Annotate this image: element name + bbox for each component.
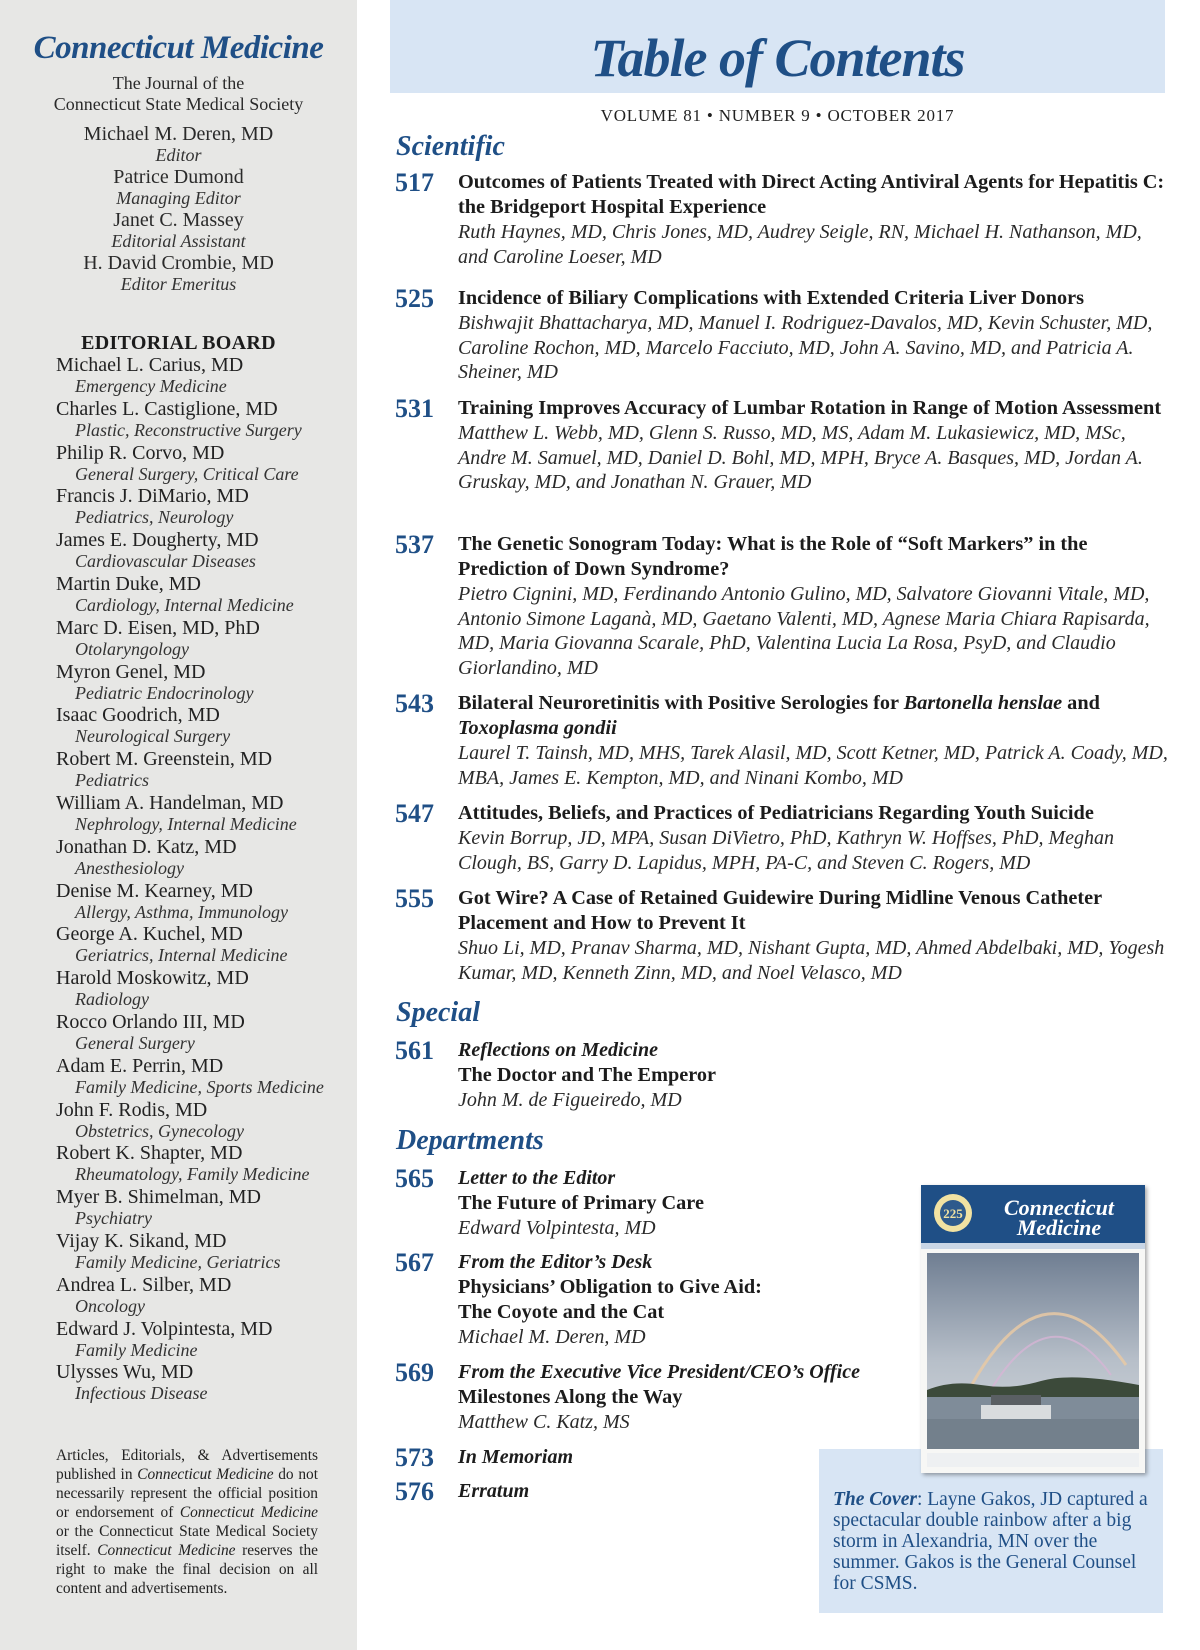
page-title: Table of Contents [590, 28, 965, 88]
article-authors: Ruth Haynes, MD, Chris Jones, MD, Audrey Seigle, RN, Michael H. Nathanson, MD, and Caroline Loeser, MD [458, 221, 1142, 268]
board-member [56, 1011, 356, 1055]
staff-name: Michael M. Deren, MD [83, 123, 274, 145]
page-number: 565 [395, 1164, 434, 1193]
article-title[interactable]: The Genetic Sonogram Today: What is the Role of “Soft Markers” in the Prediction of Down Syndrome? [458, 533, 1088, 580]
toc-entry[interactable] [395, 691, 1175, 790]
article-title[interactable]: Milestones Along the Way [458, 1386, 683, 1408]
page-number: 555 [395, 884, 434, 913]
column-label[interactable]: In Memoriam [458, 1446, 574, 1468]
article-authors: Matthew C. Katz, MS [458, 1411, 630, 1433]
board-member-specialty: Neurological Surgery [75, 726, 231, 747]
board-member-specialty: Pediatrics, Neurology [75, 507, 234, 528]
issue-date: OCTOBER 2017 [827, 106, 955, 125]
board-member-name: James E. Dougherty, MD [56, 529, 259, 552]
cover-thumbnail [921, 1185, 1145, 1473]
article-authors: Shuo Li, MD, Pranav Sharma, MD, Nishant Gupta, MD, Ahmed Abdelbaki, MD, Yogesh Kumar, MD, Kenneth Zinn, MD, and Noel Velasco, MD [458, 937, 1165, 984]
cover-mini-title: Medicine [1016, 1215, 1102, 1240]
board-member-specialty: Cardiology, Internal Medicine [75, 594, 294, 615]
board-member-name: Robert M. Greenstein, MD [56, 748, 273, 771]
board-member-specialty: Family Medicine, Geriatrics [75, 1251, 281, 1272]
column-label: Reflections on Medicine [458, 1039, 658, 1061]
toc-entry[interactable] [395, 396, 1175, 495]
column-label: From the Editor’s Desk [458, 1251, 653, 1273]
toc-entry[interactable] [395, 532, 1175, 680]
board-member-name: Jonathan D. Katz, MD [56, 835, 237, 858]
page-number: 547 [395, 799, 434, 828]
board-member-name: Rocco Orlando III, MD [56, 1010, 245, 1033]
board-member-specialty: Geriatrics, Internal Medicine [75, 945, 288, 966]
title-fragment: Bilateral Neuroretinitis with Positive Serologies for [458, 692, 904, 714]
board-member-specialty: Rheumatology, Family Medicine [75, 1164, 310, 1185]
board-member-name: Marc D. Eisen, MD, PhD [56, 616, 260, 639]
disclaimer-fragment: or the Connecticut State Medical Society itself. [56, 1523, 318, 1559]
staff-role: Editor [155, 145, 202, 165]
board-member-name: Robert K. Shapter, MD [56, 1142, 243, 1165]
board-member [56, 880, 356, 924]
disclaimer-fragment: do not necessarily represent the official position or endorsement of [56, 1466, 318, 1521]
board-member [56, 836, 356, 880]
editorial-board-list [56, 354, 356, 1405]
board-member-name: John F. Rodis, MD [56, 1098, 208, 1121]
board-member-name: Harold Moskowitz, MD [56, 967, 249, 990]
article-title[interactable]: The Doctor and The Emperor [458, 1064, 717, 1086]
journal-subtitle-line: Connecticut State Medical Society [53, 94, 304, 114]
article-authors: John M. de Figueiredo, MD [458, 1089, 682, 1111]
issue-separator: • [815, 106, 823, 125]
board-member [56, 1055, 356, 1099]
board-member-name: Charles L. Castiglione, MD [56, 397, 278, 420]
board-member [56, 748, 356, 792]
board-member [56, 485, 356, 529]
board-member [56, 442, 356, 486]
issue-info [390, 106, 1165, 126]
board-member [56, 1318, 356, 1362]
board-member-name: Myer B. Shimelman, MD [56, 1186, 261, 1209]
board-member-name: Ulysses Wu, MD [56, 1361, 194, 1384]
board-member [56, 1274, 356, 1318]
board-member-name: Adam E. Perrin, MD [56, 1054, 224, 1077]
cover-caption-text: : Layne Gakos, JD captured a spectacular double rainbow after a big storm in Alexandria, MN over the summer. Gakos is the General Counsel for CSMS. [833, 1489, 1148, 1594]
section-heading-scientific: Scientific [396, 131, 505, 162]
board-member-name: William A. Handelman, MD [56, 791, 284, 814]
board-member [56, 573, 356, 617]
board-member-specialty: Emergency Medicine [75, 376, 227, 396]
column-label: Letter to the Editor [458, 1167, 616, 1189]
board-member-specialty: Family Medicine, Sports Medicine [75, 1076, 324, 1097]
article-title[interactable]: Training Improves Accuracy of Lumbar Rotation in Range of Motion Assessment [458, 397, 1162, 419]
board-member-specialty: Infectious Disease [75, 1383, 208, 1404]
page-number: 576 [395, 1477, 434, 1506]
board-member-specialty: Radiology [75, 989, 149, 1010]
board-member-specialty: Pediatrics [75, 770, 149, 791]
page-number: 567 [395, 1248, 434, 1277]
disclaimer-text [56, 1446, 318, 1598]
article-title[interactable]: Got Wire? A Case of Retained Guidewire During Midline Venous Catheter Placement and How to Prevent It [458, 887, 1102, 934]
board-member-specialty: General Surgery [75, 1032, 195, 1053]
journal-subtitle [0, 73, 357, 115]
board-member-specialty: General Surgery, Critical Care [75, 463, 299, 484]
journal-subtitle-line: The Journal of the [112, 73, 245, 93]
title-fragment: and [1062, 692, 1100, 714]
toc-entry[interactable] [395, 170, 1175, 269]
cover-caption-label: The Cover [833, 1489, 917, 1510]
board-member-name: Philip R. Corvo, MD [56, 441, 225, 464]
board-member [56, 354, 356, 398]
board-member [56, 529, 356, 573]
board-member [56, 1186, 356, 1230]
page-number: 525 [395, 284, 434, 313]
board-member-specialty: Psychiatry [75, 1208, 152, 1229]
board-member [56, 1361, 356, 1405]
journal-name: Connecticut Medicine [97, 1542, 236, 1559]
article-title[interactable]: Attitudes, Beliefs, and Practices of Pediatricians Regarding Youth Suicide [458, 802, 1094, 824]
disclaimer-fragment: reserves the right to make the final decision on all content and advertisements. [56, 1542, 318, 1597]
journal-name: Connecticut Medicine [179, 1504, 318, 1521]
toc-entry[interactable] [395, 1038, 1175, 1113]
board-member-specialty: Family Medicine [75, 1339, 198, 1360]
board-member-specialty: Cardiovascular Diseases [75, 551, 256, 572]
board-member-specialty: Anesthesiology [75, 857, 184, 878]
board-member-specialty: Allergy, Asthma, Immunology [75, 901, 288, 922]
issue-separator: • [706, 106, 714, 125]
board-member-specialty: Obstetrics, Gynecology [75, 1120, 244, 1141]
section-heading-special: Special [396, 997, 480, 1028]
page-number: 569 [395, 1358, 434, 1387]
board-member [56, 792, 356, 836]
toc-entry[interactable] [395, 801, 1175, 875]
article-title[interactable]: The Future of Primary Care [458, 1192, 704, 1214]
board-member [56, 661, 356, 705]
board-member-name: George A. Kuchel, MD [56, 923, 243, 946]
editorial-board-heading: EDITORIAL BOARD [81, 332, 276, 354]
toc-entry[interactable] [395, 886, 1175, 985]
board-member-specialty: Oncology [75, 1295, 145, 1316]
board-member-name: Michael L. Carius, MD [56, 354, 244, 376]
board-member-name: Edward J. Volpintesta, MD [56, 1317, 273, 1340]
article-title[interactable] [458, 691, 1175, 741]
staff-name: Patrice Dumond [113, 166, 244, 188]
staff-role: Editor Emeritus [120, 274, 237, 294]
cover-badge: 225 [943, 1206, 963, 1221]
article-authors: Kevin Borrup, JD, MPA, Susan DiVietro, PhD, Kathryn W. Hoffses, PhD, Meghan Clough, BS, Garry D. Lapidus, MPH, PA-C, and Steven C. Rogers, MD [458, 827, 1115, 874]
editorial-sidebar [0, 0, 357, 1650]
page-number: 531 [395, 394, 434, 423]
board-member-name: Myron Genel, MD [56, 660, 206, 683]
article-authors: Pietro Cignini, MD, Ferdinando Antonio Gulino, MD, Salvatore Giovanni Vitale, MD, Antonio Simone Laganà, MD, Gaetano Valenti, MD, Agnese Maria Chiara Rapisarda, MD, Maria Giovanna Scarale, PhD, Valentina Lucia La Rosa, PsyD, and Claudio Giorlandino, MD [458, 583, 1150, 679]
staff-role: Managing Editor [116, 188, 241, 208]
board-member [56, 1142, 356, 1186]
page-number: 561 [395, 1036, 434, 1065]
page-number: 537 [395, 530, 434, 559]
column-label[interactable]: Erratum [458, 1480, 530, 1502]
staff-role: Editorial Assistant [111, 231, 246, 251]
toc-entry[interactable] [395, 286, 1175, 385]
issue-number: NUMBER 9 [718, 106, 811, 125]
species-name: Bartonella henslae [903, 692, 1063, 714]
board-member-specialty: Nephrology, Internal Medicine [75, 813, 297, 834]
journal-title: Connecticut Medicine [33, 30, 324, 66]
board-member-name: Martin Duke, MD [56, 572, 201, 595]
article-authors: Michael M. Deren, MD [458, 1326, 646, 1348]
board-member [56, 398, 356, 442]
article-authors: Edward Volpintesta, MD [458, 1217, 656, 1239]
page-number: 573 [395, 1443, 434, 1472]
title-line: Physicians’ Obligation to Give Aid: [458, 1276, 762, 1298]
board-member-name: Vijay K. Sikand, MD [56, 1229, 227, 1252]
page-number: 543 [395, 689, 434, 718]
staff-name: Janet C. Massey [113, 209, 244, 231]
journal-name: Connecticut Medicine [137, 1466, 274, 1483]
board-member-specialty: Otolaryngology [75, 638, 189, 659]
board-member [56, 923, 356, 967]
article-title[interactable]: Outcomes of Patients Treated with Direct Acting Antiviral Agents for Hepatitis C: the Bridgeport Hospital Experience [458, 171, 1165, 218]
board-member [56, 967, 356, 1011]
board-member-name: Andrea L. Silber, MD [56, 1273, 232, 1296]
board-member [56, 1099, 356, 1143]
board-member [56, 1230, 356, 1274]
board-member [56, 617, 356, 661]
cover-mini-title: Connecticut [1003, 1195, 1115, 1220]
article-authors: Laurel T. Tainsh, MD, MHS, Tarek Alasil, MD, Scott Ketner, MD, Patrick A. Coady, MD, MBA, James E. Kempton, MD, and Ninani Kombo, MD [458, 742, 1168, 789]
issue-volume: VOLUME 81 [600, 106, 702, 125]
board-member-specialty: Pediatric Endocrinology [75, 682, 254, 703]
section-heading-departments: Departments [396, 1125, 544, 1156]
species-name: Toxoplasma gondii [458, 717, 617, 739]
board-member-specialty: Plastic, Reconstructive Surgery [75, 419, 302, 440]
board-member-name: Francis J. DiMario, MD [56, 485, 249, 508]
article-authors: Matthew L. Webb, MD, Glenn S. Russo, MD, MS, Adam M. Lukasiewicz, MD, MSc, Andre M. Samuel, MD, Daniel D. Bohl, MD, MPH, Bryce A. Basques, MD, Jordan A. Gruskay, MD, and Jonathan N. Grauer, MD [458, 422, 1143, 493]
staff-name: H. David Crombie, MD [83, 252, 274, 274]
board-member-name: Denise M. Kearney, MD [56, 879, 253, 902]
column-label: From the Executive Vice President/CEO’s Office [458, 1361, 860, 1383]
article-authors: Bishwajit Bhattacharya, MD, Manuel I. Rodriguez-Davalos, MD, Kevin Schuster, MD, Caroline Rochon, MD, Marcelo Facciuto, MD, John A. Savino, MD, and Patricia A. Sheiner, MD [458, 312, 1153, 383]
title-line: The Coyote and the Cat [458, 1301, 665, 1323]
disclaimer-fragment: Articles, Editorials, & Advertisements published in [56, 1447, 318, 1483]
editorial-staff [0, 123, 357, 295]
board-member-name: Isaac Goodrich, MD [56, 704, 220, 727]
page-number: 517 [395, 168, 434, 197]
article-title[interactable]: Incidence of Biliary Complications with Extended Criteria Liver Donors [458, 287, 1085, 309]
cover-caption [833, 1489, 1153, 1594]
board-member [56, 704, 356, 748]
